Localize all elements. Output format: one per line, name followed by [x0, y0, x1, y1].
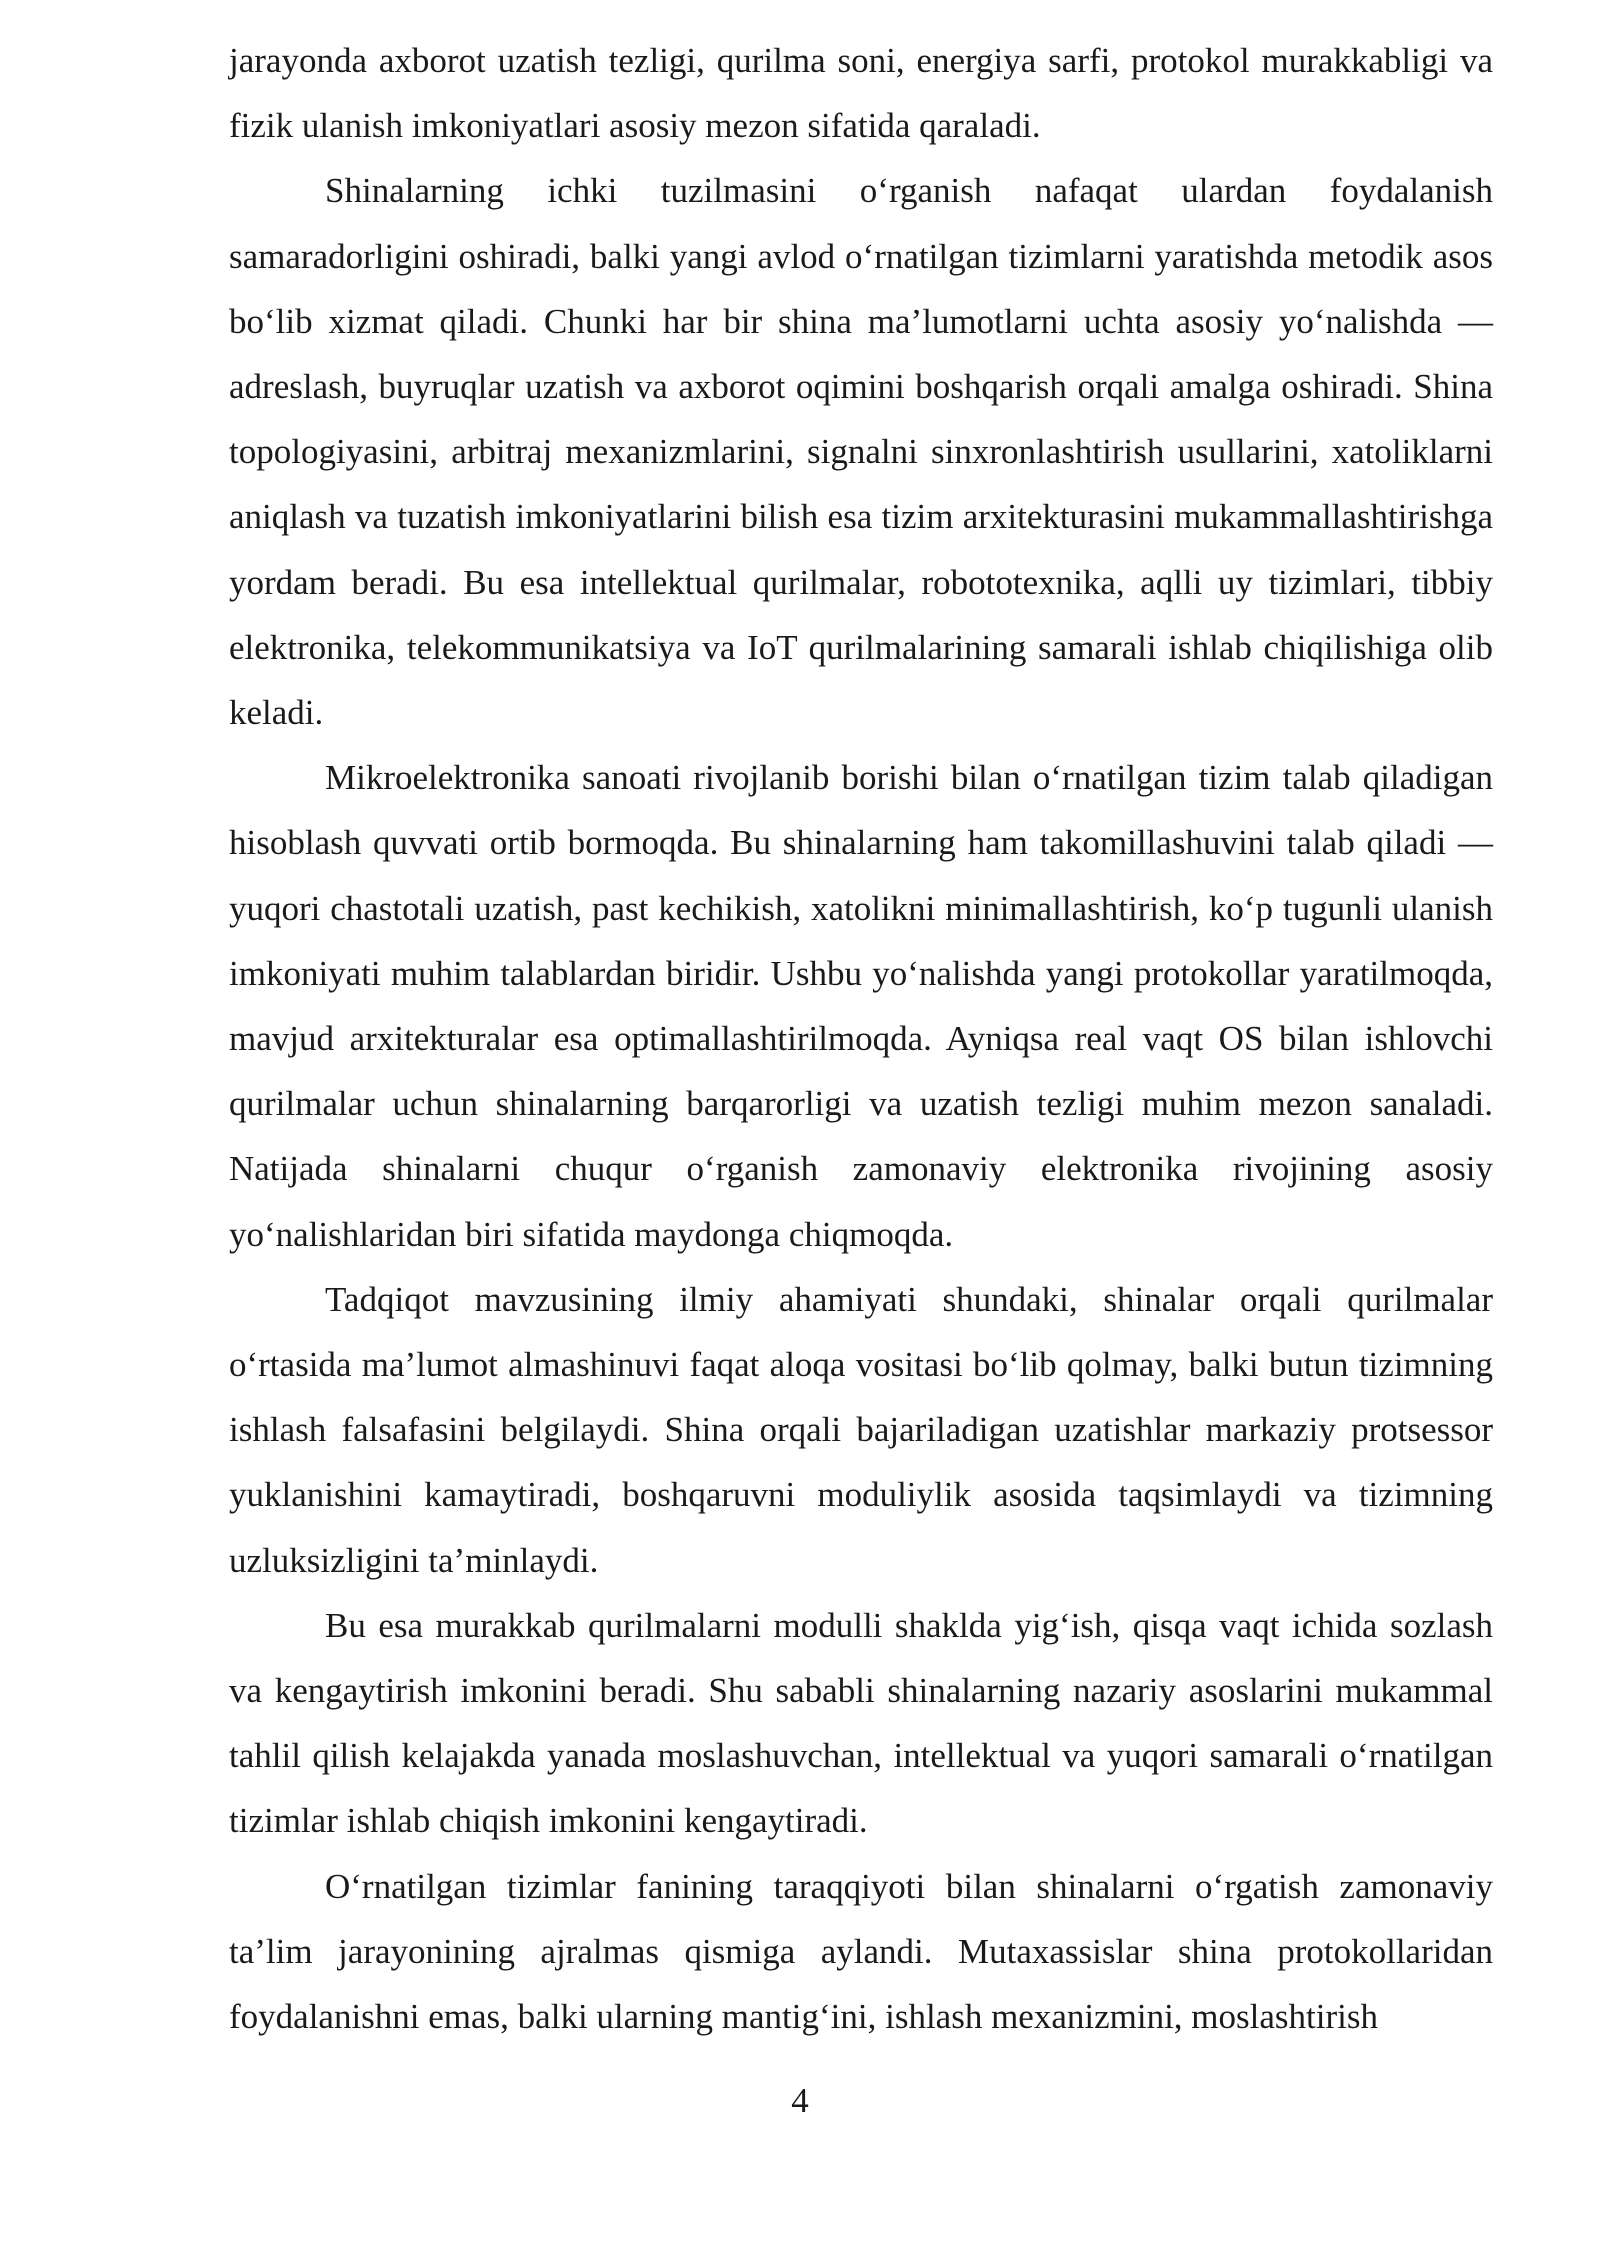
- paragraph: Shinalarning ichki tuzilmasini o‘rganish nafaqat ulardan foydalanish samaradorligini oshiradi, balki yangi avlod o‘rnatilgan tizimlarni yaratishda metodik asos bo‘lib xizmat qiladi. Chunki har bir shina ma’lumotlarni uchta asosiy yo‘nalishda — adreslash, buyruqlar uzatish va axborot oqimini boshqarish orqali amalga oshiradi. Shina topologiyasini, arbitraj mexanizmlarini, signalni sinxronlashtirish usullarini, xatoliklarni aniqlash va tuzatish imkoniyatlarini bilish esa tizim arxitekturasini mukammallashtirishga yordam beradi. Bu esa intellektual qurilmalar, robototexnika, aqlli uy tizimlari, tibbiy elektronika, telekommunikatsiya va IoT qurilmalarining samarali ishlab chiqilishiga olib keladi.: [229, 171, 1493, 733]
- body-text: [229, 28, 1493, 2049]
- paragraph: O‘rnatilgan tizimlar fanining taraqqiyoti bilan shinalarni o‘rgatish zamonaviy ta’lim jarayonining ajralmas qismiga aylandi. Mutaxassislar shina protokollaridan foydalanishni emas, balki ularning mantig‘ini, ishlash mexanizmini, moslashtirish: [229, 1866, 1493, 2037]
- paragraph-continuation: jarayonda axborot uzatish tezligi, qurilma soni, energiya sarfi, protokol murakkabligi va fizik ulanish imkoniyatlari asosiy mezon sifatida qaraladi.: [229, 41, 1493, 146]
- paragraph: Mikroelektronika sanoati rivojlanib borishi bilan o‘rnatilgan tizim talab qiladigan hisoblash quvvati ortib bormoqda. Bu shinalarning ham takomillashuvini talab qiladi — yuqori chastotali uzatish, past kechikish, xatolikni minimallashtirish, ko‘p tugunli ulanish imkoniyati muhim talablardan biridir. Ushbu yo‘nalishda yangi protokollar yaratilmoqda, mavjud arxitekturalar esa optimallashtirilmoqda. Ayniqsa real vaqt OS bilan ishlovchi qurilmalar uchun shinalarning barqarorligi va uzatish tezligi muhim mezon sanaladi. Natijada shinalarni chuqur o‘rganish zamonaviy elektronika rivojining asosiy yo‘nalishlaridan biri sifatida maydonga chiqmoqda.: [229, 758, 1493, 1254]
- paragraph: Bu esa murakkab qurilmalarni modulli shaklda yig‘ish, qisqa vaqt ichida sozlash va kengaytirish imkonini beradi. Shu sababli shinalarning nazariy asoslarini mukammal tahlil qilish kelajakda yanada moslashuvchan, intellektual va yuqori samarali o‘rnatilgan tizimlar ishlab chiqish imkonini kengaytiradi.: [229, 1605, 1493, 1841]
- page-number: 4: [791, 2081, 809, 2120]
- paragraph: Tadqiqot mavzusining ilmiy ahamiyati shundaki, shinalar orqali qurilmalar o‘rtasida ma’lumot almashinuvi faqat aloqa vositasi bo‘lib qolmay, balki butun tizimning ishlash falsafasini belgilaydi. Shina orqali bajariladigan uzatishlar markaziy protsessor yuklanishini kamaytiradi, boshqaruvni moduliylik asosida taqsimlaydi va tizimning uzluksizligini ta’minlaydi.: [229, 1279, 1493, 1580]
